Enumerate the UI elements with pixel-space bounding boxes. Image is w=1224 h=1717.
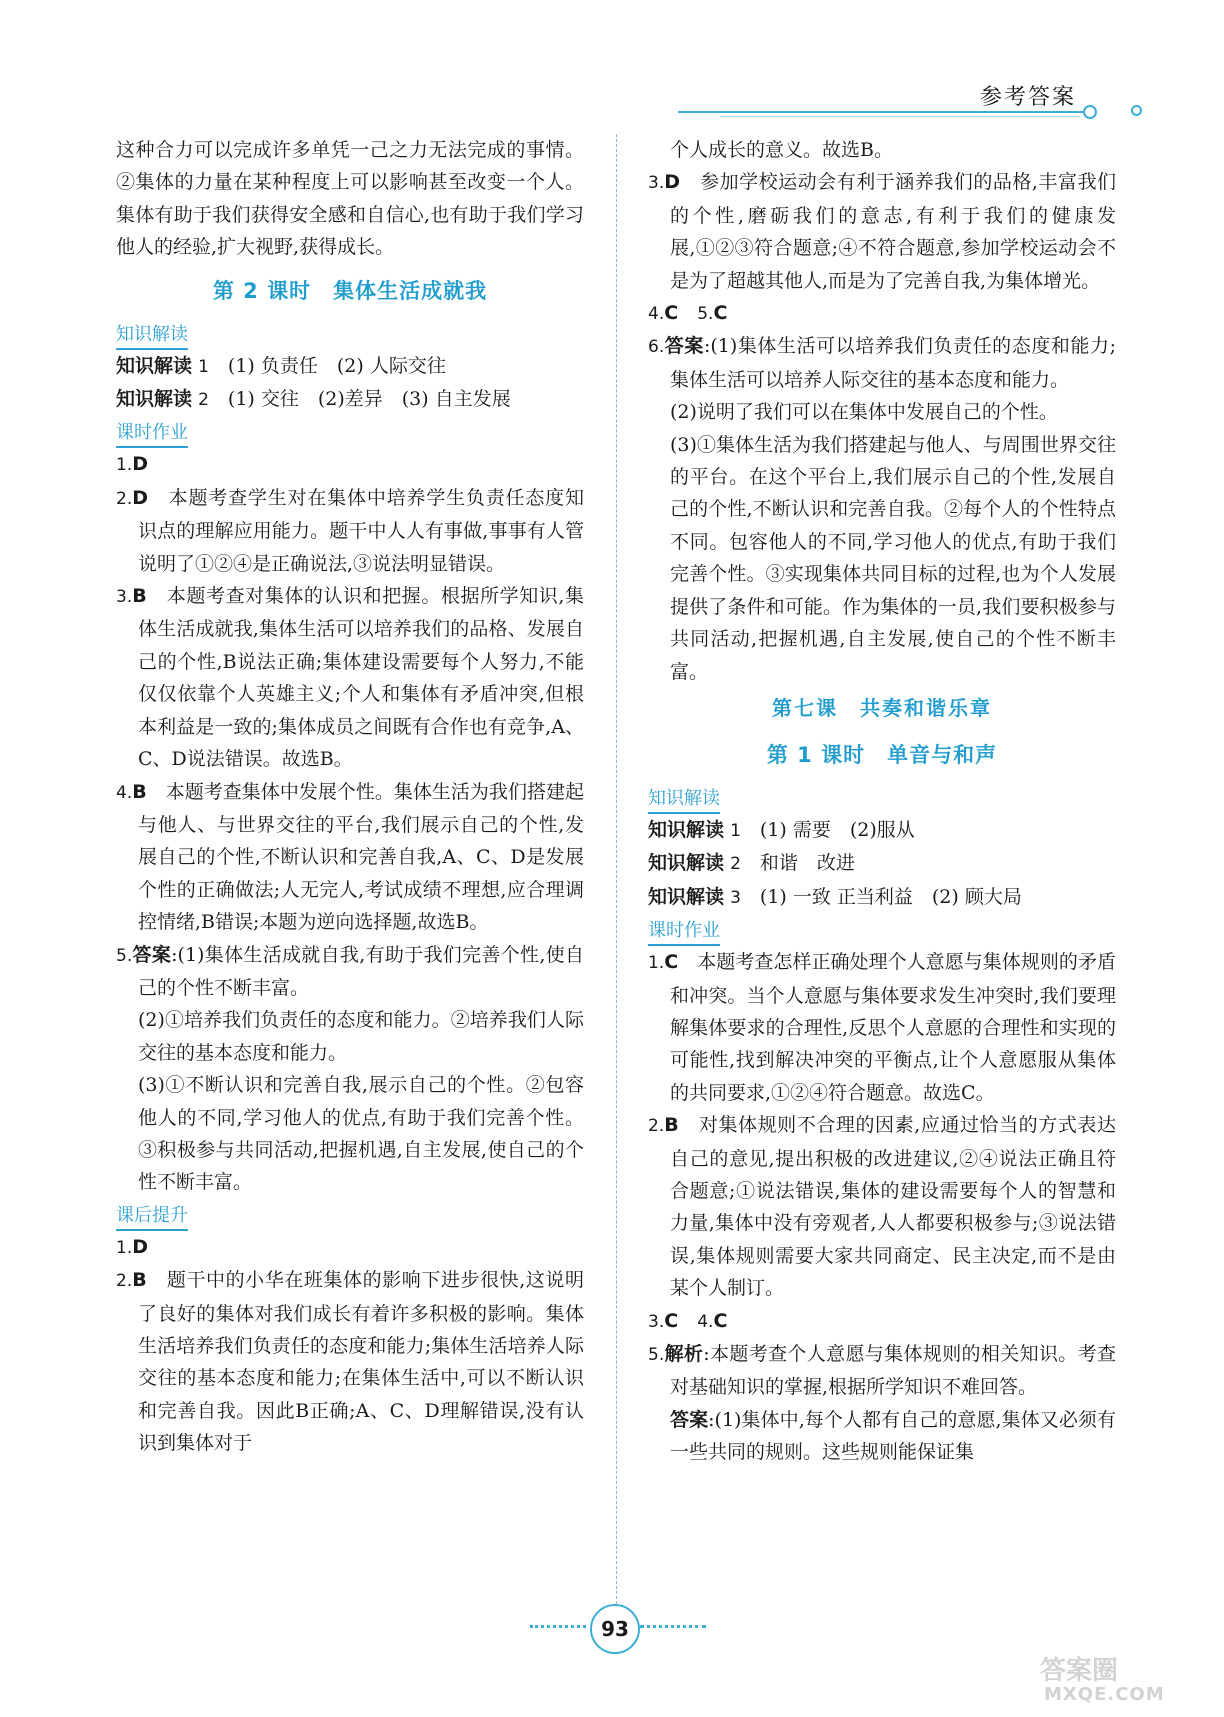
answer-cont: (3)①不断认识和完善自我,展示自己的个性。②包容他人的不同,学习他人的优点,有助于我们完善个性。③积极参与共同活动,把握机遇,自主发展,使自己的个性不断丰富。	[138, 1074, 584, 1194]
right-column	[648, 134, 1116, 1469]
answer-item: 3.D 参加学校运动会有利于涵养我们的品格,丰富我们的个性,磨砺我们的意志,有利于我们的健康发展,①②③符合题意;④不符合题意,参加学校运动会不是为了超越其他人,而是为了完善自我,为集体增光。	[648, 171, 1116, 292]
answer-cont: 答案:(1)集体中,每个人都有自己的意愿,集体又必须有一些共同的规则。这些规则能保证集	[670, 1408, 1116, 1464]
knowledge-point: 知识解读 3 (1) 一致 正当利益 (2) 顾大局	[648, 885, 1022, 908]
intro-paragraph: 这种合力可以完成许多单凭一己之力无法完成的事情。②集体的力量在某种程度上可以影响甚至改变一个人。集体有助于我们获得安全感和自信心,也有助于我们学习他人的经验,扩大视野,获得成长。	[116, 139, 584, 259]
answer-cont: 个人成长的意义。故选B。	[670, 139, 893, 161]
footer-dots-left	[530, 1625, 586, 1628]
answer-item: 5.答案:(1)集体生活成就自我,有助于我们完善个性,使自己的个性不断丰富。	[116, 943, 584, 999]
watermark-url: MXQE.COM	[1044, 1684, 1165, 1705]
unit-title: 第七课 共奏和谐乐章	[772, 695, 992, 720]
answer-cont: (2)①培养我们负责任的态度和能力。②培养我们人际交往的基本态度和能力。	[138, 1009, 584, 1064]
answer-cont: (3)①集体生活为我们搭建起与他人、与周围世界交往的平台。在这个平台上,我们展示自己的个性,发展自己的个性,不断认识和完善自我。②每个人的个性特点不同。包容他人的不同,学习他人的优点,有助于我们完善个性。③实现集体共同目标的过程,也为个人发展提供了条件和可能。作为集体的一员,我们要积极参与共同活动,把握机遇,自主发展,使自己的个性不断丰富。	[670, 433, 1116, 683]
knowledge-point: 知识解读 1 (1) 需要 (2)服从	[648, 818, 915, 841]
knowledge-point: 知识解读 2 (1) 交往 (2)差异 (3) 自主发展	[116, 388, 511, 411]
header-rule	[678, 111, 1088, 113]
answer-item: 1.C 本题考查怎样正确处理个人意愿与集体规则的矛盾和冲突。当个人意愿与集体要求发生冲突时,我们要理解集体要求的合理性,反思个人意愿的合理性和实现的可能性,找到解决冲突的平衡点,让个人意愿服从集体的共同要求,①②④符合题意。故选C。	[648, 951, 1116, 1104]
answer-item: 2.B 题干中的小华在班集体的影响下进步很快,这说明了良好的集体对我们成长有着许多积极的影响。集体生活培养我们负责任的态度和能力;集体生活培养人际交往的基本态度和能力;在集体生活中,可以不断认识和完善自我。因此B正确;A、C、D理解错误,没有认识到集体对于	[116, 1269, 584, 1455]
answer-item: 1.D	[116, 1235, 149, 1258]
answer-item: 5.解析:本题考查个人意愿与集体规则的相关知识。考查对基础知识的掌握,根据所学知识不难回答。	[648, 1343, 1116, 1399]
answer-item: 3.C 4.C	[648, 1309, 728, 1332]
page-number: 93	[590, 1604, 640, 1654]
watermark-logo: 答案圈	[1040, 1656, 1119, 1686]
header-dot	[1083, 105, 1097, 119]
knowledge-point: 知识解读 1 (1) 负责任 (2) 人际交往	[116, 354, 446, 377]
answer-item: 2.B 对集体规则不合理的因素,应通过恰当的方式表达自己的意见,提出积极的改进建议,②④说法正确且符合题意;①说法错误,集体的建设需要每个人的智慧和力量,集体中没有旁观者,人人都要积极参与;③说法错误,集体规则需要大家共同商定、民主决定,而不是由某个人制订。	[648, 1114, 1116, 1300]
lesson-title: 第 1 课时 单音与和声	[766, 742, 998, 767]
section-label: 知识解读	[116, 322, 188, 350]
lesson-title: 第 2 课时 集体生活成就我	[212, 278, 488, 303]
section-label: 课后提升	[116, 1203, 188, 1231]
section-label: 课时作业	[116, 420, 188, 448]
answer-item: 3.B 本题考查对集体的认识和把握。根据所学知识,集体生活成就我,集体生活可以培养我们的品格、发展自己的个性,B说法正确;集体建设需要每个人努力,不能仅仅依靠个人英雄主义;个人和集体有矛盾冲突,但根本利益是一致的;集体成员之间既有合作也有竞争,A、C、D说法错误。故选B。	[116, 585, 584, 771]
header-rule-thin	[720, 116, 1080, 117]
column-divider	[616, 134, 617, 1604]
section-label: 知识解读	[648, 786, 720, 814]
left-column	[116, 134, 584, 1460]
answer-item: 4.B 本题考查集体中发展个性。集体生活为我们搭建起与他人、与世界交往的平台,我们展示自己的个性,发展自己的个性,不断认识和完善自我,A、C、D是发展个性的正确做法;人无完人,考试成绩不理想,应合理调控情绪,B错误;本题为逆向选择题,故选B。	[116, 780, 584, 934]
answer-item: 6.答案:(1)集体生活可以培养我们负责任的态度和能力;集体生活可以培养人际交往的基本态度和能力。	[648, 335, 1116, 391]
header-title: 参考答案	[980, 85, 1077, 110]
knowledge-point: 知识解读 2 和谐 改进	[648, 852, 855, 875]
footer-dots-right	[640, 1625, 706, 1628]
header-dot	[1131, 105, 1142, 116]
answer-item: 4.C 5.C	[648, 302, 728, 325]
answer-item: 1.D	[116, 453, 149, 476]
section-label: 课时作业	[648, 918, 720, 946]
answer-cont: (2)说明了我们可以在集体中发展自己的个性。	[670, 401, 1058, 424]
answer-item: 2.D 本题考查学生对在集体中培养学生负责任态度知识点的理解应用能力。题干中人人有事做,事事有人管说明了①②④是正确说法,③说法明显错误。	[116, 486, 584, 575]
